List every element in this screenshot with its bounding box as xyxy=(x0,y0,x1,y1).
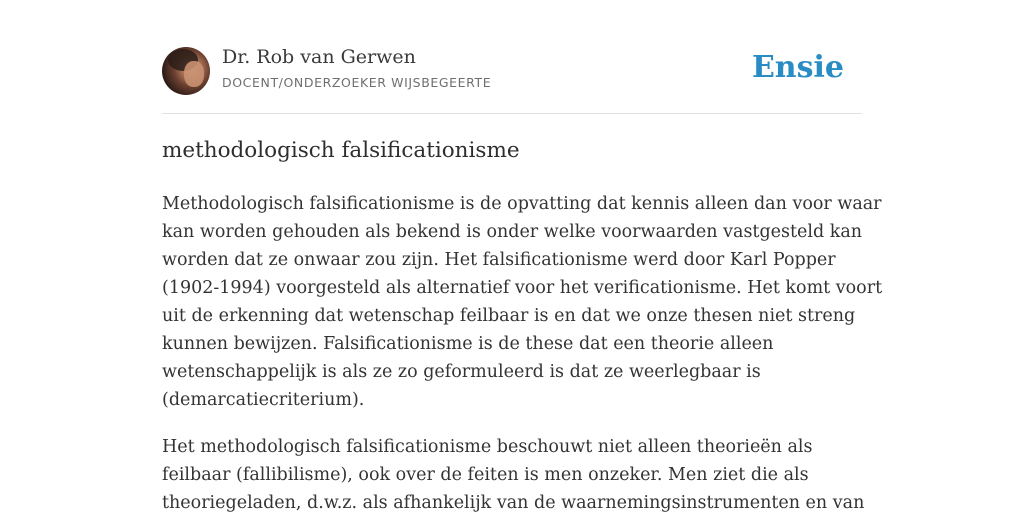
article-title: methodologisch falsificationisme xyxy=(162,138,520,163)
paragraph-line: uit de erkenning dat wetenschap feilbaar is en dat we onze thesen niet streng xyxy=(162,306,856,326)
paragraph-line: (1902-1994) voorgesteld als alternatief voor het verificationisme. Het komt voort xyxy=(162,278,883,298)
paragraph-line: feilbaar (fallibilisme), ook over de feiten is men onzeker. Men ziet die als xyxy=(162,465,809,485)
paragraph-line: worden dat ze onwaar zou zijn. Het falsificationisme werd door Karl Popper xyxy=(162,250,836,270)
paragraph-line: kan worden gehouden als bekend is onder welke voorwaarden vastgesteld kan xyxy=(162,222,863,242)
article-paragraph xyxy=(162,190,883,414)
article-header xyxy=(162,46,862,96)
paragraph-line: wetenschappelijk is als ze zo geformuleerd is dat ze weerlegbaar is xyxy=(162,362,761,382)
ensie-logo[interactable]: Ensie xyxy=(751,50,844,85)
article-body xyxy=(162,190,883,512)
paragraph-line: kunnen bewijzen. Falsificationisme is de these dat een theorie alleen xyxy=(162,334,774,354)
paragraph-line: theoriegeladen, d.w.z. als afhankelijk van de waarnemingsinstrumenten en van xyxy=(162,493,865,512)
author-role: DOCENT/ONDERZOEKER WIJSBEGEERTE xyxy=(222,75,492,90)
paragraph-line: (demarcatiecriterium). xyxy=(162,390,365,410)
author-name[interactable]: Dr. Rob van Gerwen xyxy=(222,46,416,68)
author-avatar[interactable] xyxy=(162,47,210,95)
header-divider xyxy=(162,113,862,114)
article-paragraph xyxy=(162,433,868,512)
paragraph-line: Het methodologisch falsificationisme beschouwt niet alleen theorieën als xyxy=(162,437,813,457)
avatar-face-shape xyxy=(184,61,204,87)
paragraph-line: Methodologisch falsificationisme is de opvatting dat kennis alleen dan voor waar xyxy=(162,194,882,214)
